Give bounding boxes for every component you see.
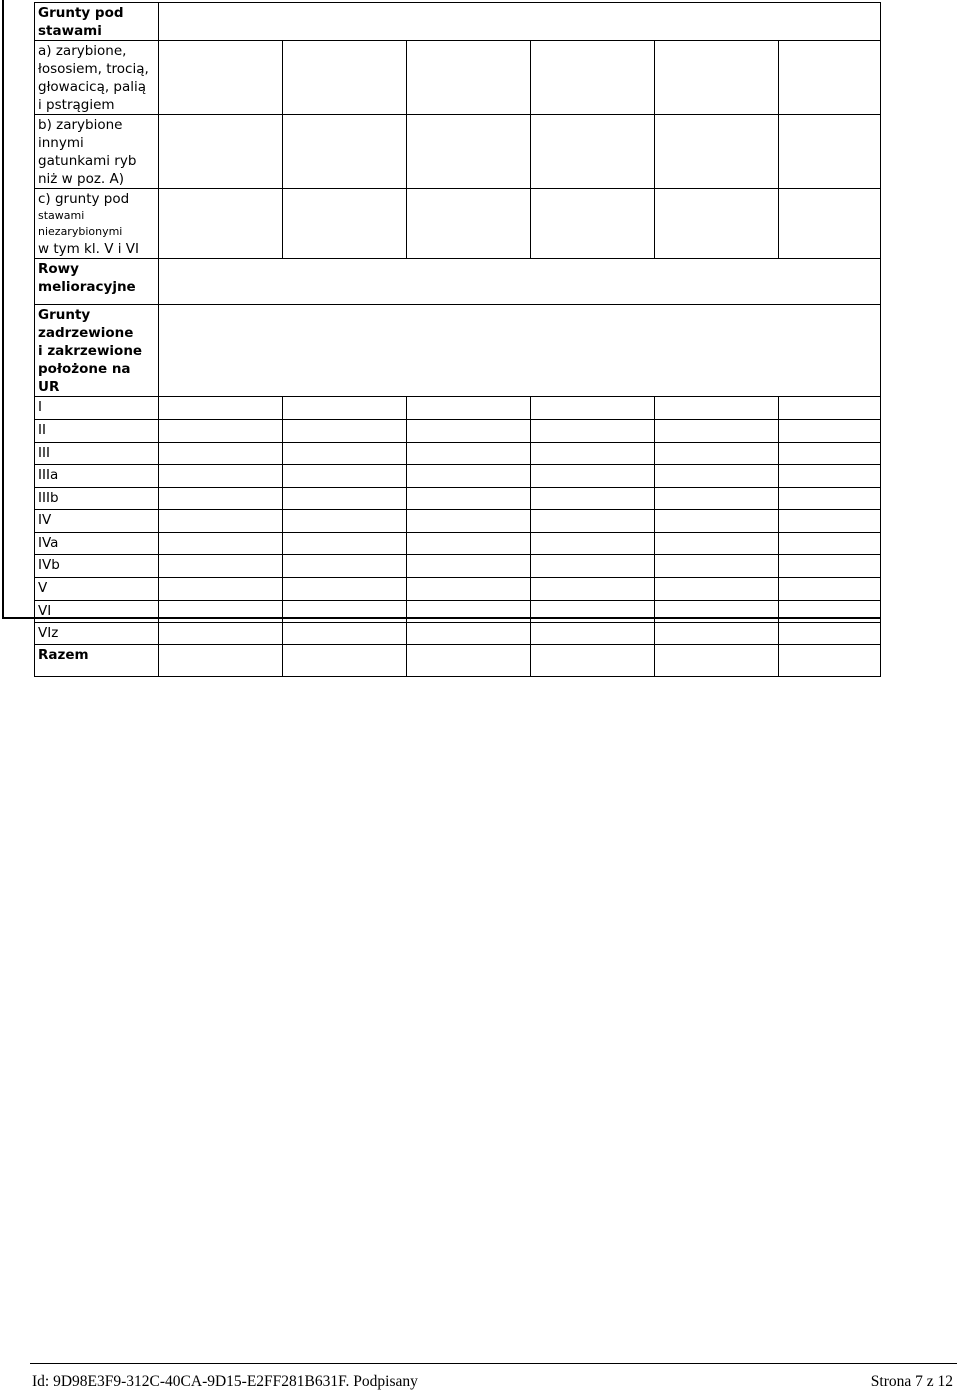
blank-cell bbox=[655, 420, 779, 443]
blank-cell bbox=[283, 555, 407, 578]
blank-cell bbox=[159, 578, 283, 601]
row-label-text: VIz bbox=[38, 625, 59, 641]
blank-cell bbox=[531, 533, 655, 555]
table-row bbox=[35, 3, 881, 41]
blank-cell bbox=[655, 645, 779, 677]
table-row bbox=[35, 420, 881, 443]
row-label-text: stawami bbox=[38, 23, 102, 39]
blank-cell bbox=[655, 41, 779, 115]
blank-cell bbox=[159, 115, 283, 189]
row-label-text: a) zarybione, bbox=[38, 43, 127, 59]
blank-cell bbox=[655, 533, 779, 555]
blank-cell bbox=[159, 189, 283, 259]
table-row bbox=[35, 115, 881, 189]
blank-cell bbox=[283, 420, 407, 443]
row-label-text: I bbox=[38, 399, 42, 415]
table-row bbox=[35, 443, 881, 465]
blank-cell bbox=[407, 533, 531, 555]
row-label-text: niż w poz. A) bbox=[38, 171, 125, 187]
blank-cell bbox=[407, 488, 531, 510]
blank-cell bbox=[283, 465, 407, 488]
blank-cell bbox=[159, 533, 283, 555]
blank-cell bbox=[159, 555, 283, 578]
table-row bbox=[35, 510, 881, 533]
blank-cell bbox=[779, 533, 881, 555]
blank-cell bbox=[283, 533, 407, 555]
blank-cell bbox=[283, 645, 407, 677]
blank-cell bbox=[407, 623, 531, 645]
blank-cell bbox=[655, 488, 779, 510]
page-number: Strona 7 z 12 bbox=[870, 1373, 953, 1390]
land-classification-table bbox=[34, 2, 881, 677]
blank-cell bbox=[779, 645, 881, 677]
blank-cell bbox=[283, 41, 407, 115]
blank-cell bbox=[531, 420, 655, 443]
table-row bbox=[35, 41, 881, 115]
table-row bbox=[35, 601, 881, 623]
row-label-I bbox=[35, 397, 159, 420]
blank-cell bbox=[159, 443, 283, 465]
blank-span-cell bbox=[159, 3, 881, 41]
row-label-grunty-pod-stawami bbox=[35, 3, 159, 41]
table-row bbox=[35, 189, 881, 259]
blank-cell bbox=[779, 510, 881, 533]
row-label-II bbox=[35, 420, 159, 443]
blank-cell bbox=[407, 397, 531, 420]
row-label-IV bbox=[35, 510, 159, 533]
table-row bbox=[35, 305, 881, 397]
blank-cell bbox=[655, 578, 779, 601]
row-label-IVb bbox=[35, 555, 159, 578]
row-label-text: głowacicą, palią bbox=[38, 79, 147, 95]
row-label-text: III bbox=[38, 445, 50, 461]
row-label-text: b) zarybione bbox=[38, 117, 123, 133]
blank-cell bbox=[531, 555, 655, 578]
blank-cell bbox=[779, 601, 881, 623]
row-label-c bbox=[35, 189, 159, 259]
blank-cell bbox=[779, 465, 881, 488]
blank-cell bbox=[779, 41, 881, 115]
row-label-a bbox=[35, 41, 159, 115]
row-label-IIIb bbox=[35, 488, 159, 510]
blank-cell bbox=[283, 189, 407, 259]
table-row bbox=[35, 555, 881, 578]
blank-cell bbox=[159, 510, 283, 533]
row-label-text: IIIb bbox=[38, 490, 59, 506]
blank-cell bbox=[531, 578, 655, 601]
row-label-text: stawami niezarybionymi bbox=[38, 209, 123, 238]
blank-cell bbox=[283, 443, 407, 465]
blank-span-cell bbox=[159, 259, 881, 305]
blank-cell bbox=[531, 623, 655, 645]
row-label-text: i pstrągiem bbox=[38, 97, 115, 113]
row-label-text: IVa bbox=[38, 535, 59, 551]
blank-cell bbox=[531, 510, 655, 533]
blank-cell bbox=[779, 397, 881, 420]
document-id: Id: 9D98E3F9-312C-40CA-9D15-E2FF281B631F. Podpisany bbox=[32, 1373, 418, 1390]
blank-cell bbox=[655, 623, 779, 645]
row-label-text: Rowy bbox=[38, 261, 79, 277]
row-label-text: Grunty pod bbox=[38, 5, 124, 21]
blank-cell bbox=[283, 510, 407, 533]
blank-cell bbox=[159, 488, 283, 510]
blank-cell bbox=[655, 555, 779, 578]
blank-cell bbox=[283, 623, 407, 645]
blank-cell bbox=[407, 578, 531, 601]
blank-cell bbox=[779, 115, 881, 189]
blank-cell bbox=[407, 601, 531, 623]
row-label-text: innymi bbox=[38, 135, 84, 151]
row-label-VIz bbox=[35, 623, 159, 645]
row-label-text: II bbox=[38, 422, 46, 438]
table-row bbox=[35, 623, 881, 645]
blank-cell bbox=[159, 623, 283, 645]
blank-cell bbox=[655, 397, 779, 420]
blank-cell bbox=[779, 488, 881, 510]
row-label-b bbox=[35, 115, 159, 189]
blank-cell bbox=[655, 465, 779, 488]
blank-cell bbox=[283, 488, 407, 510]
row-label-text: gatunkami ryb bbox=[38, 153, 137, 169]
table-row bbox=[35, 645, 881, 677]
row-label-text: w tym kl. V i VI bbox=[38, 241, 139, 257]
blank-cell bbox=[779, 420, 881, 443]
row-label-text: IV bbox=[38, 512, 52, 528]
blank-cell bbox=[655, 443, 779, 465]
row-label-grunty-zadrzewione bbox=[35, 305, 159, 397]
blank-cell bbox=[531, 41, 655, 115]
blank-cell bbox=[407, 189, 531, 259]
row-label-text: Grunty zadrzewione bbox=[38, 307, 134, 341]
row-label-text: IVb bbox=[38, 557, 60, 573]
blank-cell bbox=[407, 645, 531, 677]
blank-cell bbox=[531, 443, 655, 465]
row-label-text: i zakrzewione bbox=[38, 343, 143, 359]
blank-cell bbox=[407, 115, 531, 189]
blank-cell bbox=[283, 115, 407, 189]
blank-cell bbox=[779, 555, 881, 578]
table-row bbox=[35, 397, 881, 420]
blank-cell bbox=[159, 465, 283, 488]
table-row bbox=[35, 533, 881, 555]
blank-cell bbox=[407, 41, 531, 115]
blank-span-cell bbox=[159, 305, 881, 397]
row-label-text: c) grunty pod bbox=[38, 191, 130, 207]
blank-cell bbox=[779, 189, 881, 259]
row-label-IVa bbox=[35, 533, 159, 555]
table-row bbox=[35, 578, 881, 601]
blank-cell bbox=[655, 601, 779, 623]
blank-cell bbox=[407, 443, 531, 465]
blank-cell bbox=[407, 510, 531, 533]
blank-cell bbox=[283, 397, 407, 420]
blank-cell bbox=[283, 578, 407, 601]
blank-cell bbox=[531, 189, 655, 259]
row-label-V bbox=[35, 578, 159, 601]
blank-cell bbox=[779, 623, 881, 645]
blank-cell bbox=[531, 115, 655, 189]
blank-cell bbox=[779, 578, 881, 601]
blank-cell bbox=[159, 601, 283, 623]
blank-cell bbox=[159, 420, 283, 443]
blank-cell bbox=[531, 601, 655, 623]
row-label-rowy bbox=[35, 259, 159, 305]
blank-cell bbox=[655, 510, 779, 533]
row-label-III bbox=[35, 443, 159, 465]
blank-cell bbox=[159, 397, 283, 420]
table-row bbox=[35, 465, 881, 488]
blank-cell bbox=[779, 443, 881, 465]
blank-cell bbox=[283, 601, 407, 623]
blank-cell bbox=[407, 465, 531, 488]
row-label-text: VI bbox=[38, 603, 52, 619]
blank-cell bbox=[531, 645, 655, 677]
blank-cell bbox=[159, 645, 283, 677]
row-label-IIIa bbox=[35, 465, 159, 488]
row-label-VI bbox=[35, 601, 159, 623]
row-label-text: melioracyjne bbox=[38, 279, 136, 295]
row-label-text: IIIa bbox=[38, 467, 59, 483]
blank-cell bbox=[531, 397, 655, 420]
table-row bbox=[35, 488, 881, 510]
row-label-text: Razem bbox=[38, 647, 89, 663]
blank-cell bbox=[159, 41, 283, 115]
row-label-text: V bbox=[38, 580, 48, 596]
blank-cell bbox=[407, 420, 531, 443]
blank-cell bbox=[531, 465, 655, 488]
page-footer bbox=[30, 1363, 957, 1394]
row-label-text: położone na UR bbox=[38, 361, 131, 395]
row-label-text: łososiem, trocią, bbox=[38, 61, 149, 77]
table-row bbox=[35, 259, 881, 305]
blank-cell bbox=[407, 555, 531, 578]
blank-cell bbox=[531, 488, 655, 510]
row-label-razem bbox=[35, 645, 159, 677]
blank-cell bbox=[655, 115, 779, 189]
blank-cell bbox=[655, 189, 779, 259]
